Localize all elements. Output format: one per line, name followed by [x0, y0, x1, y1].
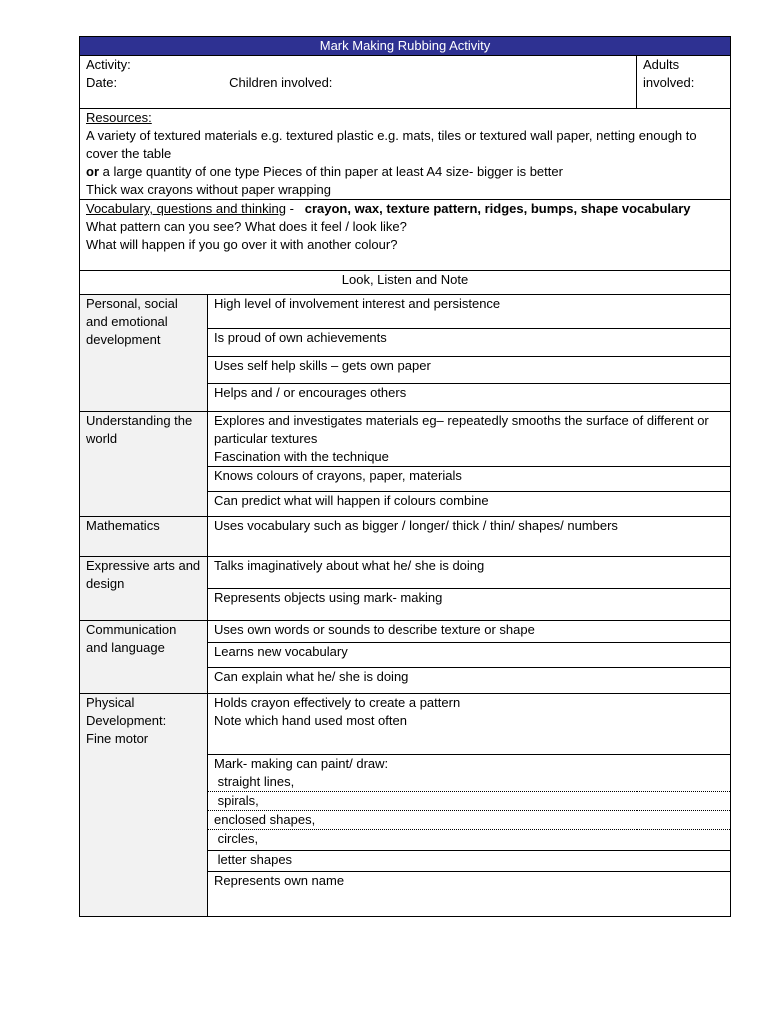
- area-expressive-arts: Expressive arts and design: [80, 557, 208, 621]
- note-physical-5: spirals,: [208, 792, 731, 811]
- resources-line-2: a large quantity of one type Pieces of thin paper at least A4 size- bigger is better: [99, 164, 563, 179]
- note-physical-7: circles,: [208, 830, 731, 851]
- area-physical-line-1: Physical: [86, 695, 135, 710]
- vocabulary-question-1: What pattern can you see? What does it feel / look like?: [86, 219, 407, 234]
- date-label: Date:: [86, 75, 118, 90]
- adults-label: Adults: [643, 57, 680, 72]
- vocabulary-separator: -: [285, 201, 305, 216]
- children-involved-label: Children involved:: [229, 75, 333, 90]
- area-physical-line-2: Development:: [86, 713, 167, 728]
- note-physical-2: Note which hand used most often: [214, 713, 407, 728]
- note-understanding-1-cell: [208, 412, 731, 467]
- vocabulary-heading: Vocabulary, questions and thinking: [86, 201, 286, 216]
- note-physical-1: Holds crayon effectively to create a pattern: [214, 695, 461, 710]
- area-mathematics: Mathematics: [80, 517, 208, 557]
- area-physical-development: [80, 694, 208, 917]
- note-psed-2: Is proud of own achievements: [208, 329, 731, 357]
- resources-or: or: [86, 164, 99, 179]
- note-communication-1: Uses own words or sounds to describe texture or shape: [208, 621, 731, 643]
- note-understanding-2: Fascination with the technique: [214, 449, 389, 464]
- note-physical-6: enclosed shapes,: [208, 811, 731, 830]
- note-communication-3: Can explain what he/ she is doing: [208, 668, 731, 694]
- note-physical-4: straight lines,: [214, 774, 295, 789]
- area-communication: Communication and language: [80, 621, 208, 694]
- note-physical-1-cell: [208, 694, 731, 755]
- document-title: Mark Making Rubbing Activity: [80, 37, 731, 56]
- note-psed-1: High level of involvement interest and persistence: [208, 295, 731, 329]
- adults-cell: [637, 56, 731, 109]
- vocabulary-question-2: What will happen if you go over it with another colour?: [86, 237, 398, 252]
- note-expressive-1: Talks imaginatively about what he/ she is doing: [208, 557, 731, 589]
- note-physical-3-cell: [208, 755, 731, 792]
- note-psed-3: Uses self help skills – gets own paper: [208, 357, 731, 384]
- vocabulary-cell: [80, 200, 731, 271]
- area-psed: Personal, social and emotional development: [80, 295, 208, 412]
- activity-label: Activity:: [86, 57, 131, 72]
- note-understanding-1: Explores and investigates materials eg– repeatedly smooths the surface of different or particular textures: [214, 413, 709, 446]
- note-communication-2: Learns new vocabulary: [208, 643, 731, 668]
- resources-line-3: Thick wax crayons without paper wrapping: [86, 182, 331, 197]
- note-understanding-4: Can predict what will happen if colours combine: [208, 492, 731, 517]
- resources-line-1: A variety of textured materials e.g. textured plastic e.g. mats, tiles or textured wall paper, netting enough to cover the table: [86, 128, 697, 161]
- note-physical-3: Mark- making can paint/ draw:: [214, 756, 389, 771]
- area-understanding-world: Understanding the world: [80, 412, 208, 517]
- header-info-cell: [80, 56, 637, 109]
- note-understanding-3: Knows colours of crayons, paper, materials: [208, 467, 731, 492]
- adults-involved-label: involved:: [643, 75, 695, 90]
- note-psed-4: Helps and / or encourages others: [208, 384, 731, 412]
- activity-document: [79, 36, 730, 917]
- resources-cell: [80, 109, 731, 200]
- note-maths-1: Uses vocabulary such as bigger / longer/ thick / thin/ shapes/ numbers: [208, 517, 731, 557]
- look-listen-note-heading: Look, Listen and Note: [80, 271, 731, 295]
- note-expressive-2: Represents objects using mark- making: [208, 589, 731, 621]
- resources-heading: Resources:: [86, 110, 152, 125]
- vocabulary-words: crayon, wax, texture pattern, ridges, bumps, shape vocabulary: [304, 201, 691, 216]
- note-physical-8: letter shapes: [208, 851, 731, 872]
- note-physical-9: Represents own name: [208, 872, 731, 917]
- activity-table: [79, 36, 731, 917]
- area-physical-line-3: Fine motor: [86, 731, 149, 746]
